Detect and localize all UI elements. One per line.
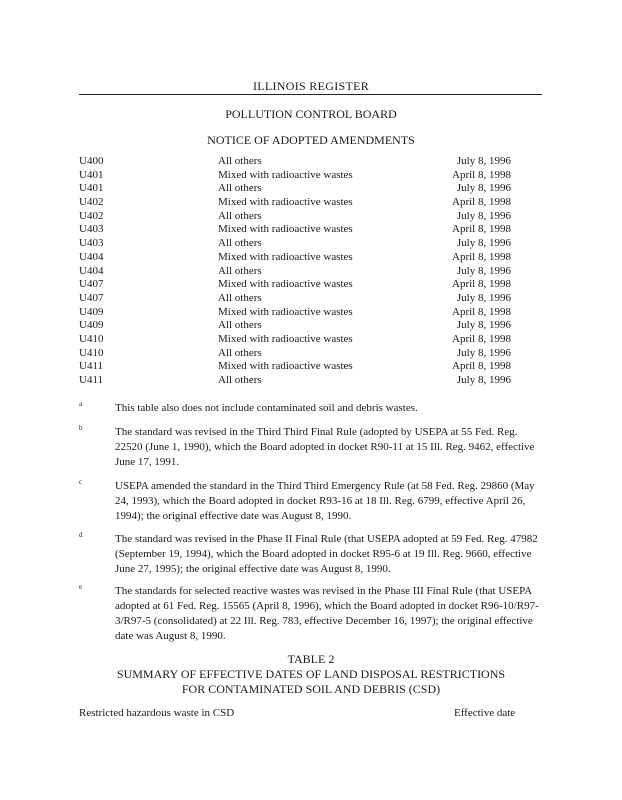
waste-code: U407	[79, 291, 104, 304]
waste-description: Mixed with radioactive wastes	[218, 168, 353, 181]
table-row	[79, 306, 542, 320]
footnote-text: USEPA amended the standard in the Third Third Emergency Rule (at 58 Fed. Reg. 29860 (May 24, 1993), which the Board adopted in docket R93-16 at 18 Ill. Reg. 6799, effective April 26, 1994); the original effective date was August 8, 1990.	[115, 480, 535, 522]
effective-date: April 8, 1998	[452, 332, 511, 345]
waste-description: All others	[218, 155, 262, 167]
table-row	[79, 237, 542, 251]
waste-code: U401	[79, 182, 104, 195]
table-row	[79, 265, 542, 279]
waste-description: Mixed with radioactive wastes	[218, 250, 353, 263]
footnote-e	[79, 584, 542, 644]
waste-code: U410	[79, 332, 104, 345]
table-row	[79, 278, 542, 292]
waste-description: Mixed with radioactive wastes	[218, 305, 353, 318]
table2-title: TABLE 2	[287, 652, 335, 666]
waste-code: U409	[79, 319, 104, 332]
table2-column-header-date: Effective date	[454, 707, 516, 719]
waste-description: All others	[218, 374, 262, 386]
footnote-text: The standard was revised in the Phase II Final Rule (that USEPA adopted at 59 Fed. Reg. 47982 (September 19, 1994), which the Board adopted in docket R95-6 at 19 Ill. Reg. 9660, effective June 27, 1995); the original effective date was August 8, 1990.	[115, 533, 538, 575]
effective-date: April 8, 1998	[452, 168, 511, 181]
register-title: ILLINOIS REGISTER	[252, 79, 370, 93]
table-row	[79, 210, 542, 224]
effective-date: July 8, 1996	[456, 237, 511, 250]
footnote-text: This table also does not include contaminated soil and debris wastes.	[115, 402, 418, 414]
table-row	[79, 374, 542, 388]
waste-code: U402	[79, 209, 104, 222]
waste-code: U402	[79, 196, 104, 209]
effective-date: July 8, 1996	[456, 209, 511, 222]
table2-subtitle-line1: SUMMARY OF EFFECTIVE DATES OF LAND DISPOSAL RESTRICTIONS	[116, 667, 506, 681]
table-row	[79, 251, 542, 265]
table-row	[79, 347, 542, 361]
waste-code: U404	[79, 250, 104, 263]
footnote-mark: b	[79, 424, 83, 432]
table2-column-header-waste: Restricted hazardous waste in CSD	[79, 707, 235, 719]
waste-code: U403	[79, 223, 104, 236]
waste-description: All others	[218, 346, 262, 359]
footnote-mark: d	[79, 531, 83, 539]
table-row	[79, 155, 542, 169]
effective-date: July 8, 1996	[456, 319, 511, 332]
effective-date: April 8, 1998	[452, 250, 511, 263]
waste-code: U403	[79, 237, 104, 250]
notice-title: NOTICE OF ADOPTED AMENDMENTS	[207, 133, 415, 147]
waste-code-table	[79, 155, 542, 388]
waste-description: All others	[218, 182, 262, 195]
effective-date: July 8, 1996	[456, 291, 511, 304]
waste-description: All others	[218, 264, 262, 277]
table2-subtitle-line2: FOR CONTAMINATED SOIL AND DEBRIS (CSD)	[181, 682, 441, 696]
effective-date: April 8, 1998	[452, 305, 511, 318]
footnote-mark: e	[79, 583, 83, 591]
waste-description: Mixed with radioactive wastes	[218, 196, 353, 209]
table-row	[79, 182, 542, 196]
waste-description: All others	[218, 319, 262, 332]
effective-date: April 8, 1998	[452, 196, 511, 209]
effective-date: April 8, 1998	[452, 223, 511, 236]
table-row	[79, 196, 542, 210]
table-row	[79, 223, 542, 237]
table-row	[79, 292, 542, 306]
footnote-text: The standards for selected reactive wastes was revised in the Phase III Final Rule (that USEPA adopted at 61 Fed. Reg. 15565 (April 8, 1996), which the Board adopted in docket R96-10/R97-3/R97-5 (consolidated) at 22 Ill. Reg. 783, effective December 16, 1997); the original effective date was August 8, 1990.	[115, 585, 539, 642]
effective-date: July 8, 1996	[456, 155, 511, 167]
waste-code: U400	[79, 155, 104, 167]
board-title: POLLUTION CONTROL BOARD	[225, 107, 397, 121]
waste-code: U409	[79, 305, 104, 318]
footnote-d	[79, 532, 542, 577]
waste-code: U410	[79, 346, 104, 359]
table-row	[79, 360, 542, 374]
footnote-a	[79, 401, 542, 416]
waste-code: U407	[79, 278, 104, 291]
table-row	[79, 319, 542, 333]
effective-date: July 8, 1996	[456, 182, 511, 195]
footnote-mark: c	[79, 478, 83, 486]
effective-date: April 8, 1998	[452, 360, 511, 373]
effective-date: April 8, 1998	[452, 278, 511, 291]
table-row	[79, 333, 542, 347]
waste-description: All others	[218, 291, 262, 304]
waste-description: Mixed with radioactive wastes	[218, 332, 353, 345]
header-rule	[79, 94, 542, 95]
waste-description: All others	[218, 209, 262, 222]
effective-date: July 8, 1996	[456, 374, 511, 386]
waste-description: Mixed with radioactive wastes	[218, 278, 353, 291]
effective-date: July 8, 1996	[456, 346, 511, 359]
effective-date: July 8, 1996	[456, 264, 511, 277]
table-row	[79, 169, 542, 183]
waste-description: Mixed with radioactive wastes	[218, 223, 353, 236]
footnote-mark: a	[79, 400, 83, 408]
footnote-text: The standard was revised in the Third Third Final Rule (adopted by USEPA at 55 Fed. Reg. 22520 (June 1, 1990), which the Board adopted in docket R90-11 at 15 Ill. Reg. 9462, effective June 17, 1991.	[115, 426, 535, 468]
footnote-c	[79, 479, 542, 524]
waste-code: U404	[79, 264, 104, 277]
waste-description: All others	[218, 237, 262, 250]
waste-description: Mixed with radioactive wastes	[218, 360, 353, 373]
footnote-b	[79, 425, 542, 470]
waste-code: U411	[79, 360, 104, 373]
waste-code: U401	[79, 168, 104, 181]
waste-code: U411	[79, 374, 104, 386]
